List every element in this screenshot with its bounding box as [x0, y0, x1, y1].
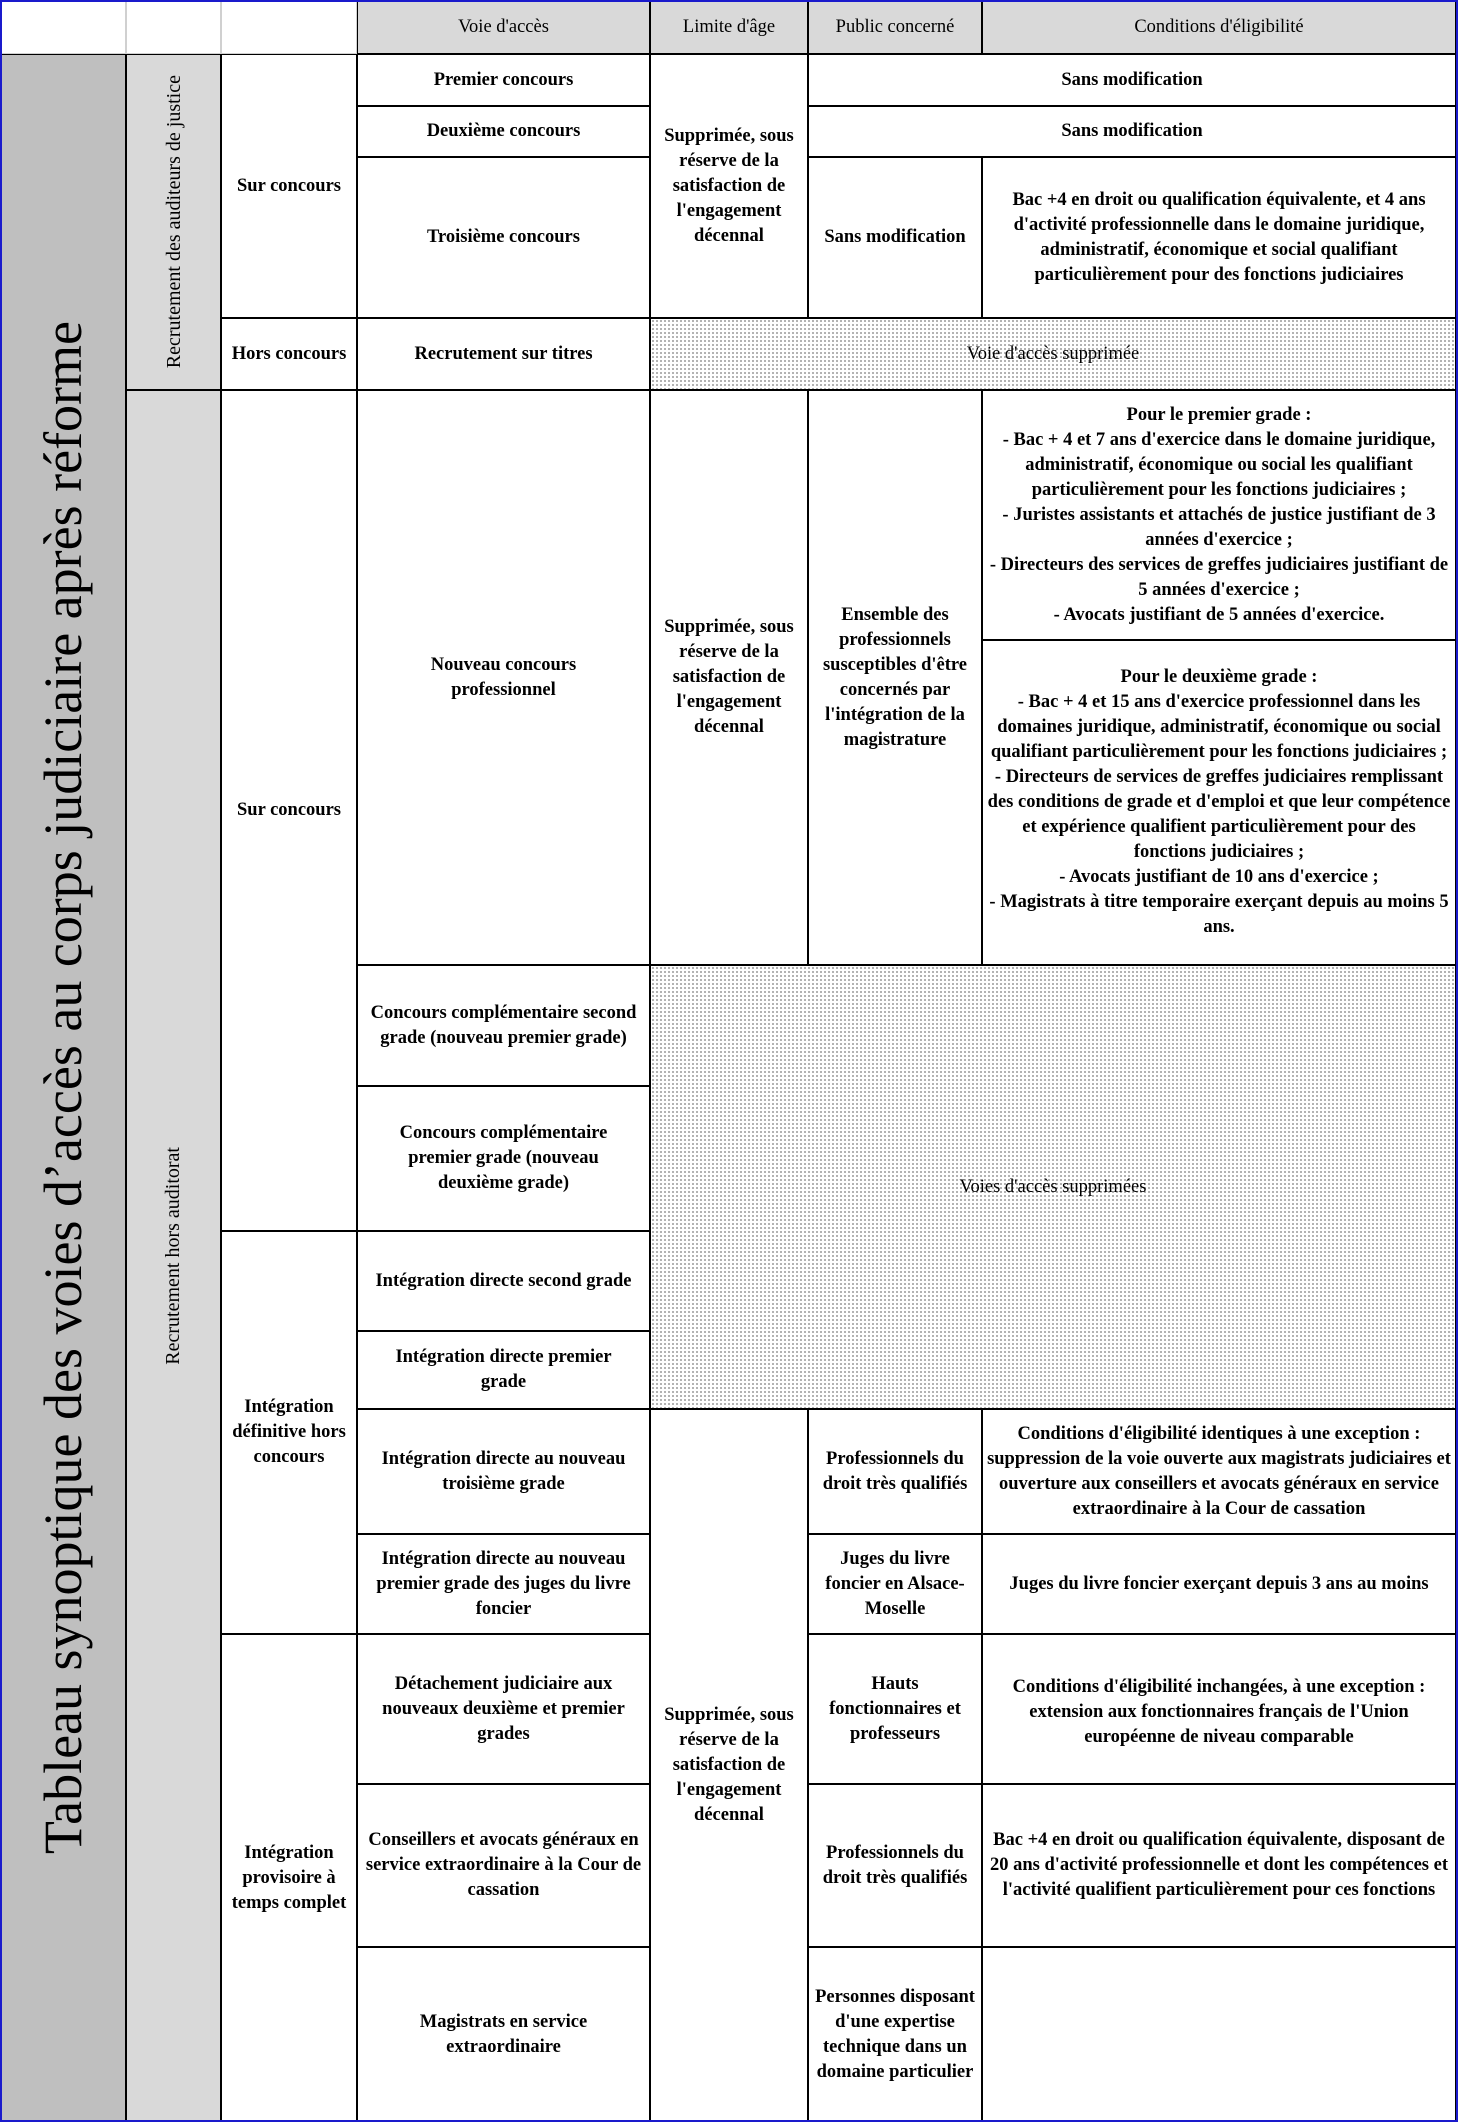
voie-cell: Intégration directe au nouveau premier grade des juges du livre foncier — [357, 1534, 650, 1634]
header-conditions: Conditions d'éligibilité — [982, 0, 1456, 54]
voie-cell: Intégration directe premier grade — [357, 1331, 650, 1409]
voie-cell: Intégration directe au nouveau troisième grade — [357, 1409, 650, 1534]
voie-cell: Conseillers et avocats généraux en service extraordinaire à la Cour de cassation — [357, 1784, 650, 1947]
voie-cell: Premier concours — [357, 54, 650, 106]
public-cell: Ensemble des professionnels susceptibles d'être concernés par l'intégration de la magistrature — [808, 390, 982, 965]
voie-cell: Concours complémentaire premier grade (nouveau deuxième grade) — [357, 1086, 650, 1231]
header-voie-acces: Voie d'accès — [357, 0, 650, 54]
group-label: Recrutement des auditeurs de justice — [162, 75, 185, 369]
mode-cell: Hors concours — [221, 318, 357, 390]
header-public-concerne: Public concerné — [808, 0, 982, 54]
voie-cell: Détachement judiciaire aux nouveaux deuxième et premier grades — [357, 1634, 650, 1784]
mode-cell: Intégration provisoire à temps complet — [221, 1634, 357, 2122]
public-cell: Juges du livre foncier en Alsace-Moselle — [808, 1534, 982, 1634]
conditions-cell: Juges du livre foncier exerçant depuis 3 ans au moins — [982, 1534, 1456, 1634]
voie-cell: Nouveau concours professionnel — [357, 390, 650, 965]
voie-cell: Recrutement sur titres — [357, 318, 650, 390]
header-blank-cell — [221, 0, 357, 54]
header-blank-cell — [0, 0, 126, 54]
conditions-cell: Bac +4 en droit ou qualification équivalente, et 4 ans d'activité professionnelle dans le domaine juridique, administratif, économique et social qualifiant particulièrement pour des fonctions judiciaires — [982, 157, 1456, 318]
conditions-cell: Conditions d'éligibilité identiques à une exception : suppression de la voie ouverte aux magistrats judiciaires et ouverture aux conseillers et avocats généraux en service extraordinaire à la Cour de cassation — [982, 1409, 1456, 1534]
group-hors-auditorat — [126, 390, 221, 2122]
suppressed-cell: Voies d'accès supprimées — [650, 965, 1456, 1409]
public-cell: Professionnels du droit très qualifiés — [808, 1784, 982, 1947]
age-limit-cell: Supprimée, sous réserve de la satisfaction de l'engagement décennal — [650, 1409, 808, 2122]
header-limite-age: Limite d'âge — [650, 0, 808, 54]
group-auditeurs — [126, 54, 221, 390]
conditions-cell: Pour le premier grade : - Bac + 4 et 7 ans d'exercice dans le domaine juridique, administratif, économique ou social les qualifiant particulièrement pour les fonctions judiciaires ; - Juristes assistants et attachés de justice justifiant de 3 années d'exercice ; - Directeurs des services de greffes judiciaires justifiant de 5 années d'exercice ; - Avocats justifiant de 5 années d'exercice. — [982, 390, 1456, 640]
voie-cell: Troisième concours — [357, 157, 650, 318]
conditions-cell: Bac +4 en droit ou qualification équivalente, disposant de 20 ans d'activité professionnelle et dont les compétences et l'activité qualifient particulièrement pour ces fonctions — [982, 1784, 1456, 1947]
age-limit-cell: Supprimée, sous réserve de la satisfaction de l'engagement décennal — [650, 390, 808, 965]
voie-cell: Magistrats en service extraordinaire — [357, 1947, 650, 2122]
conditions-cell: Conditions d'éligibilité inchangées, à une exception : extension aux fonctionnaires français de l'Union européenne de niveau comparable — [982, 1634, 1456, 1784]
voie-cell: Intégration directe second grade — [357, 1231, 650, 1331]
conditions-cell: Sans modification — [808, 106, 1456, 157]
table-title-cell — [0, 54, 126, 2122]
conditions-cell-empty — [982, 1947, 1456, 2122]
mode-cell: Intégration définitive hors concours — [221, 1231, 357, 1634]
public-cell: Personnes disposant d'une expertise technique dans un domaine particulier — [808, 1947, 982, 2122]
suppressed-cell: Voie d'accès supprimée — [650, 318, 1456, 390]
public-cell: Professionnels du droit très qualifiés — [808, 1409, 982, 1534]
conditions-cell: Pour le deuxième grade : - Bac + 4 et 15 ans d'exercice professionnel dans les domaines juridique, administratif, économique ou social qualifiant particulièrement pour les fonctions judiciaires ; - Directeurs de services de greffes judiciaires remplissant des conditions de grade et d'emploi et que leur compétence et expérience qualifient particulièrement pour des fonctions judiciaires ; - Avocats justifiant de 10 ans d'exercice ; - Magistrats à titre temporaire exerçant depuis au moins 5 ans. — [982, 640, 1456, 965]
voie-cell: Concours complémentaire second grade (nouveau premier grade) — [357, 965, 650, 1086]
mode-cell: Sur concours — [221, 390, 357, 1231]
public-cell: Hauts fonctionnaires et professeurs — [808, 1634, 982, 1784]
group-label: Recrutement hors auditorat — [162, 1147, 184, 1365]
voie-cell: Deuxième concours — [357, 106, 650, 157]
mode-cell: Sur concours — [221, 54, 357, 318]
table-title: Tableau synoptique des voies d’accès au corps judiciaire après réforme — [33, 321, 93, 1855]
age-limit-cell: Supprimée, sous réserve de la satisfaction de l'engagement décennal — [650, 54, 808, 318]
header-blank-cell — [126, 0, 221, 54]
public-cell: Sans modification — [808, 157, 982, 318]
conditions-cell: Sans modification — [808, 54, 1456, 106]
